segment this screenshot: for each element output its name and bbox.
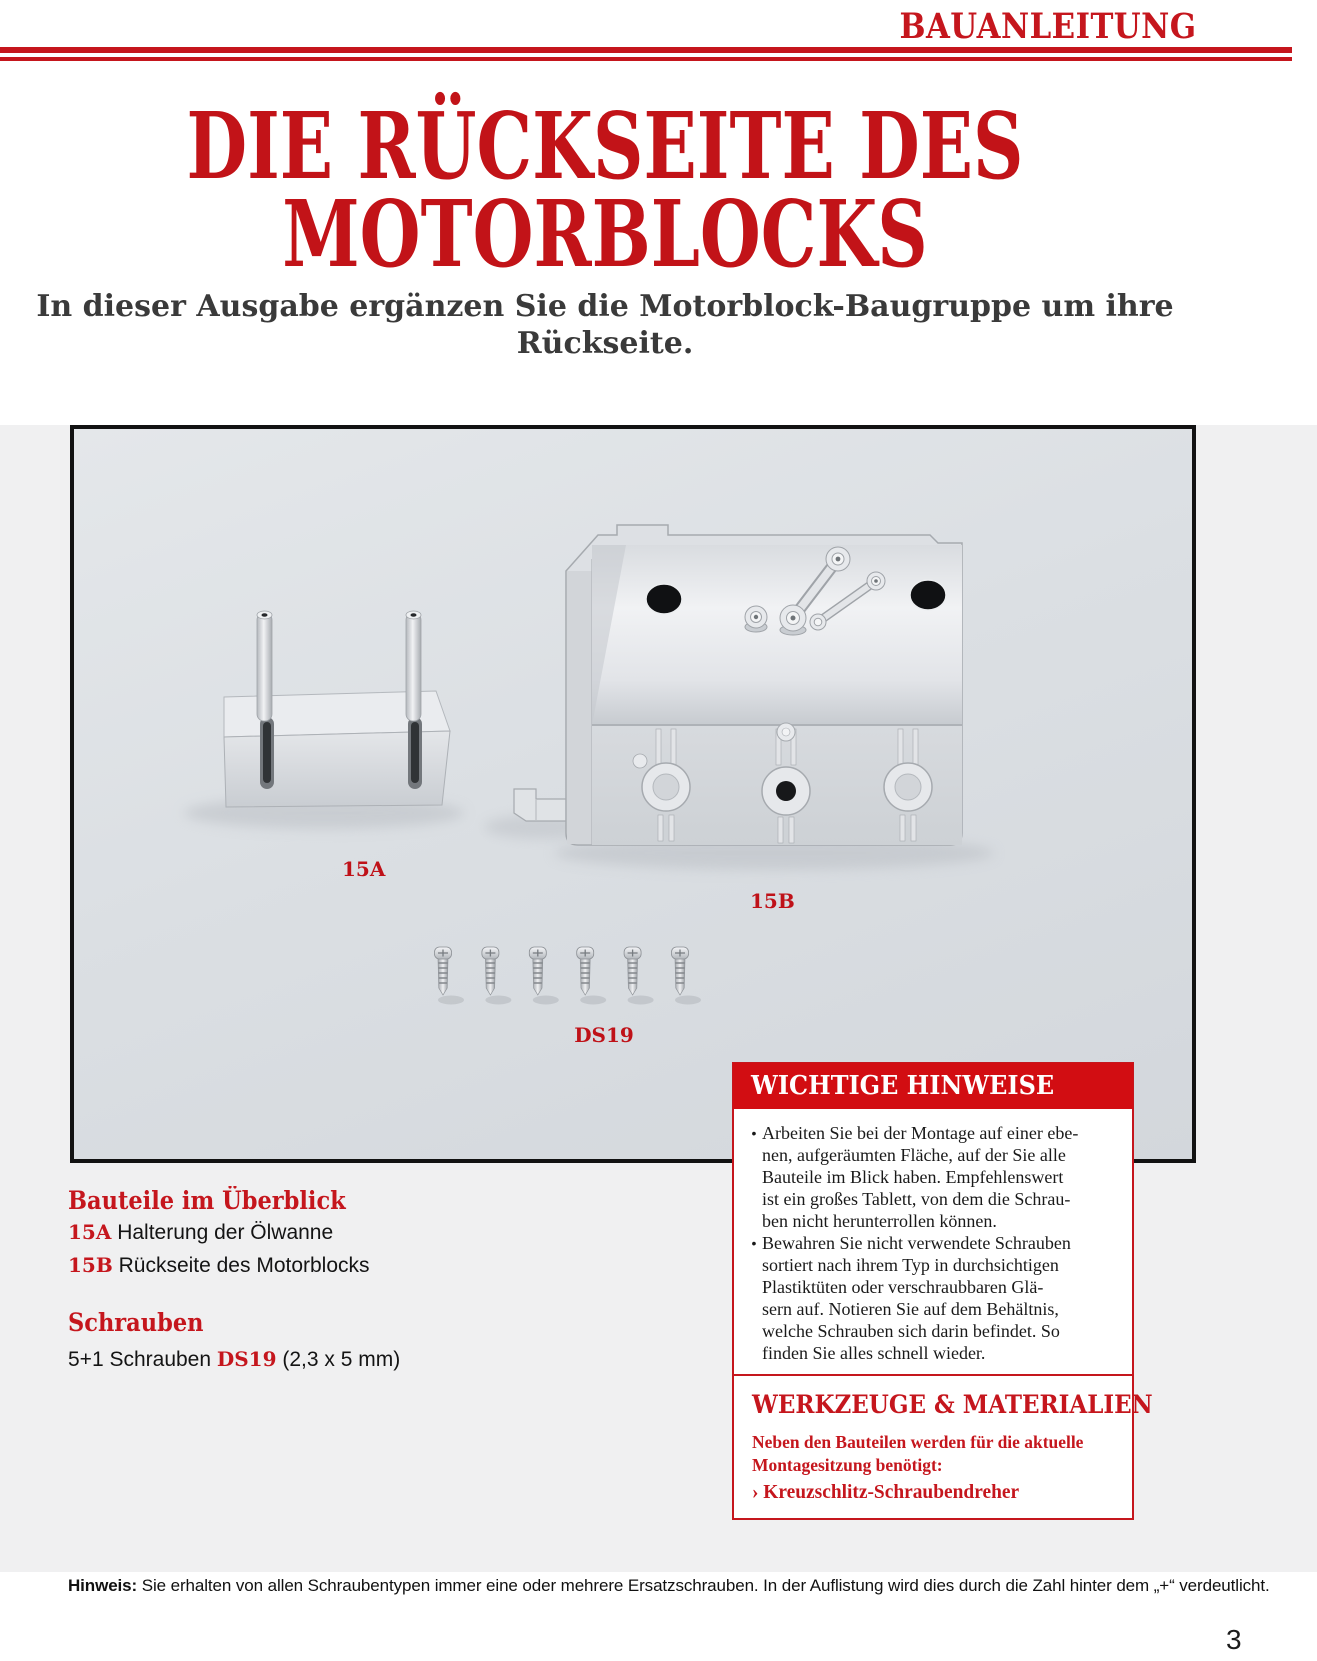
screws-line xyxy=(68,1347,400,1372)
tool-item: › Kreuzschlitz-Schraubendreher xyxy=(752,1481,1020,1503)
important-notes-box xyxy=(732,1062,1153,1520)
tools-intro-line: Montagesitzung benötigt: xyxy=(752,1455,943,1475)
screw-code: DS19 xyxy=(216,1347,277,1371)
note-line: sern auf. Notieren Sie auf dem Behältnis, xyxy=(762,1299,1059,1319)
footer-note xyxy=(68,1576,1270,1596)
important-notes-header xyxy=(733,1063,1133,1109)
screw-illustration xyxy=(624,947,654,1005)
photo-label-ds19: DS19 xyxy=(574,1023,634,1047)
page-title-line1: DIE RÜCKSEITE DES xyxy=(186,92,1024,200)
bullet-dot: • xyxy=(751,1235,757,1251)
part-15a-illustration xyxy=(224,611,450,807)
screws-illustration xyxy=(435,947,702,1005)
parts-photo-illustration xyxy=(74,429,1192,1159)
tools-intro-line: Neben den Bauteilen werden für die aktuelle xyxy=(752,1432,1084,1452)
page-title-line2: MOTORBLOCKS xyxy=(282,180,928,288)
page-number: 3 xyxy=(1226,1624,1242,1655)
photo-label-15a: 15A xyxy=(342,857,386,881)
page-subtitle xyxy=(0,288,1210,362)
note-bullet-1 xyxy=(746,1122,1122,1232)
bullet-dot: • xyxy=(751,1125,757,1141)
part-name: Rückseite des Motorblocks xyxy=(118,1254,370,1277)
note-line: nen, aufgeräumten Fläche, auf der Sie alle xyxy=(762,1145,1066,1165)
page-header-label: BAUANLEITUNG xyxy=(899,6,1196,47)
parts-overview-heading: Bauteile im Überblick xyxy=(68,1186,346,1215)
part-code: 15B xyxy=(68,1253,113,1277)
footer-note-text: Sie erhalten von allen Schraubentypen immer eine oder mehrere Ersatzschrauben. In der Auflistung wird dies durch die Zahl hinter dem „+“ verdeutlicht. xyxy=(137,1576,1270,1595)
important-notes-heading: WICHTIGE HINWEISE xyxy=(751,1071,1055,1101)
tools-intro xyxy=(752,1431,1122,1504)
page-subtitle-line2: Rückseite. xyxy=(516,326,694,361)
part-item-15b xyxy=(68,1250,377,1281)
note-line: sortiert nach ihrem Typ in durchsichtigen xyxy=(762,1255,1059,1275)
screws-heading: Schrauben xyxy=(68,1308,204,1337)
header-rule-thick xyxy=(0,47,1292,53)
note-line: welche Schrauben sich darin befindet. So xyxy=(762,1321,1060,1341)
tools-section xyxy=(734,1376,1153,1518)
header-rule-thin xyxy=(0,57,1292,61)
screws-suffix: (2,3 x 5 mm) xyxy=(276,1348,401,1371)
screws-prefix: 5+1 Schrauben xyxy=(68,1348,217,1371)
part-code: 15A xyxy=(68,1220,112,1244)
note-line: Bauteile im Blick haben. Empfehlenswert xyxy=(762,1167,1064,1187)
part-name: Halterung der Ölwanne xyxy=(117,1221,334,1244)
screw-illustration xyxy=(529,947,559,1005)
parts-photo xyxy=(70,425,1196,1163)
note-line: finden Sie alles schnell wieder. xyxy=(762,1343,986,1363)
part-15b-illustration xyxy=(514,525,962,845)
page-title xyxy=(145,92,1065,288)
note-line: ist ein großes Tablett, von dem die Schrau- xyxy=(762,1189,1071,1209)
screw-illustration xyxy=(435,947,465,1005)
footer-note-label: Hinweis: xyxy=(68,1576,138,1595)
note-line: Plastiktüten oder verschraubbaren Glä- xyxy=(762,1277,1044,1297)
photo-label-15b: 15B xyxy=(750,889,795,913)
screw-illustration xyxy=(672,947,702,1005)
important-notes-body xyxy=(734,1109,1132,1374)
tools-heading: WERKZEUGE & MATERIALIEN xyxy=(752,1390,1153,1419)
parts-overview-section xyxy=(68,1186,377,1281)
screw-illustration xyxy=(482,947,512,1005)
page-subtitle-line1: In dieser Ausgabe ergänzen Sie die Motorblock-Baugruppe um ihre xyxy=(36,289,1174,324)
note-bullet-2 xyxy=(746,1232,1122,1364)
note-line: Arbeiten Sie bei der Montage auf einer ebe- xyxy=(762,1123,1079,1143)
note-line: Bewahren Sie nicht verwendete Schrauben xyxy=(762,1233,1071,1253)
screw-illustration xyxy=(577,947,607,1005)
note-line: ben nicht herunterrollen können. xyxy=(762,1211,997,1231)
screws-section xyxy=(68,1308,400,1372)
part-item-15a xyxy=(68,1217,377,1248)
